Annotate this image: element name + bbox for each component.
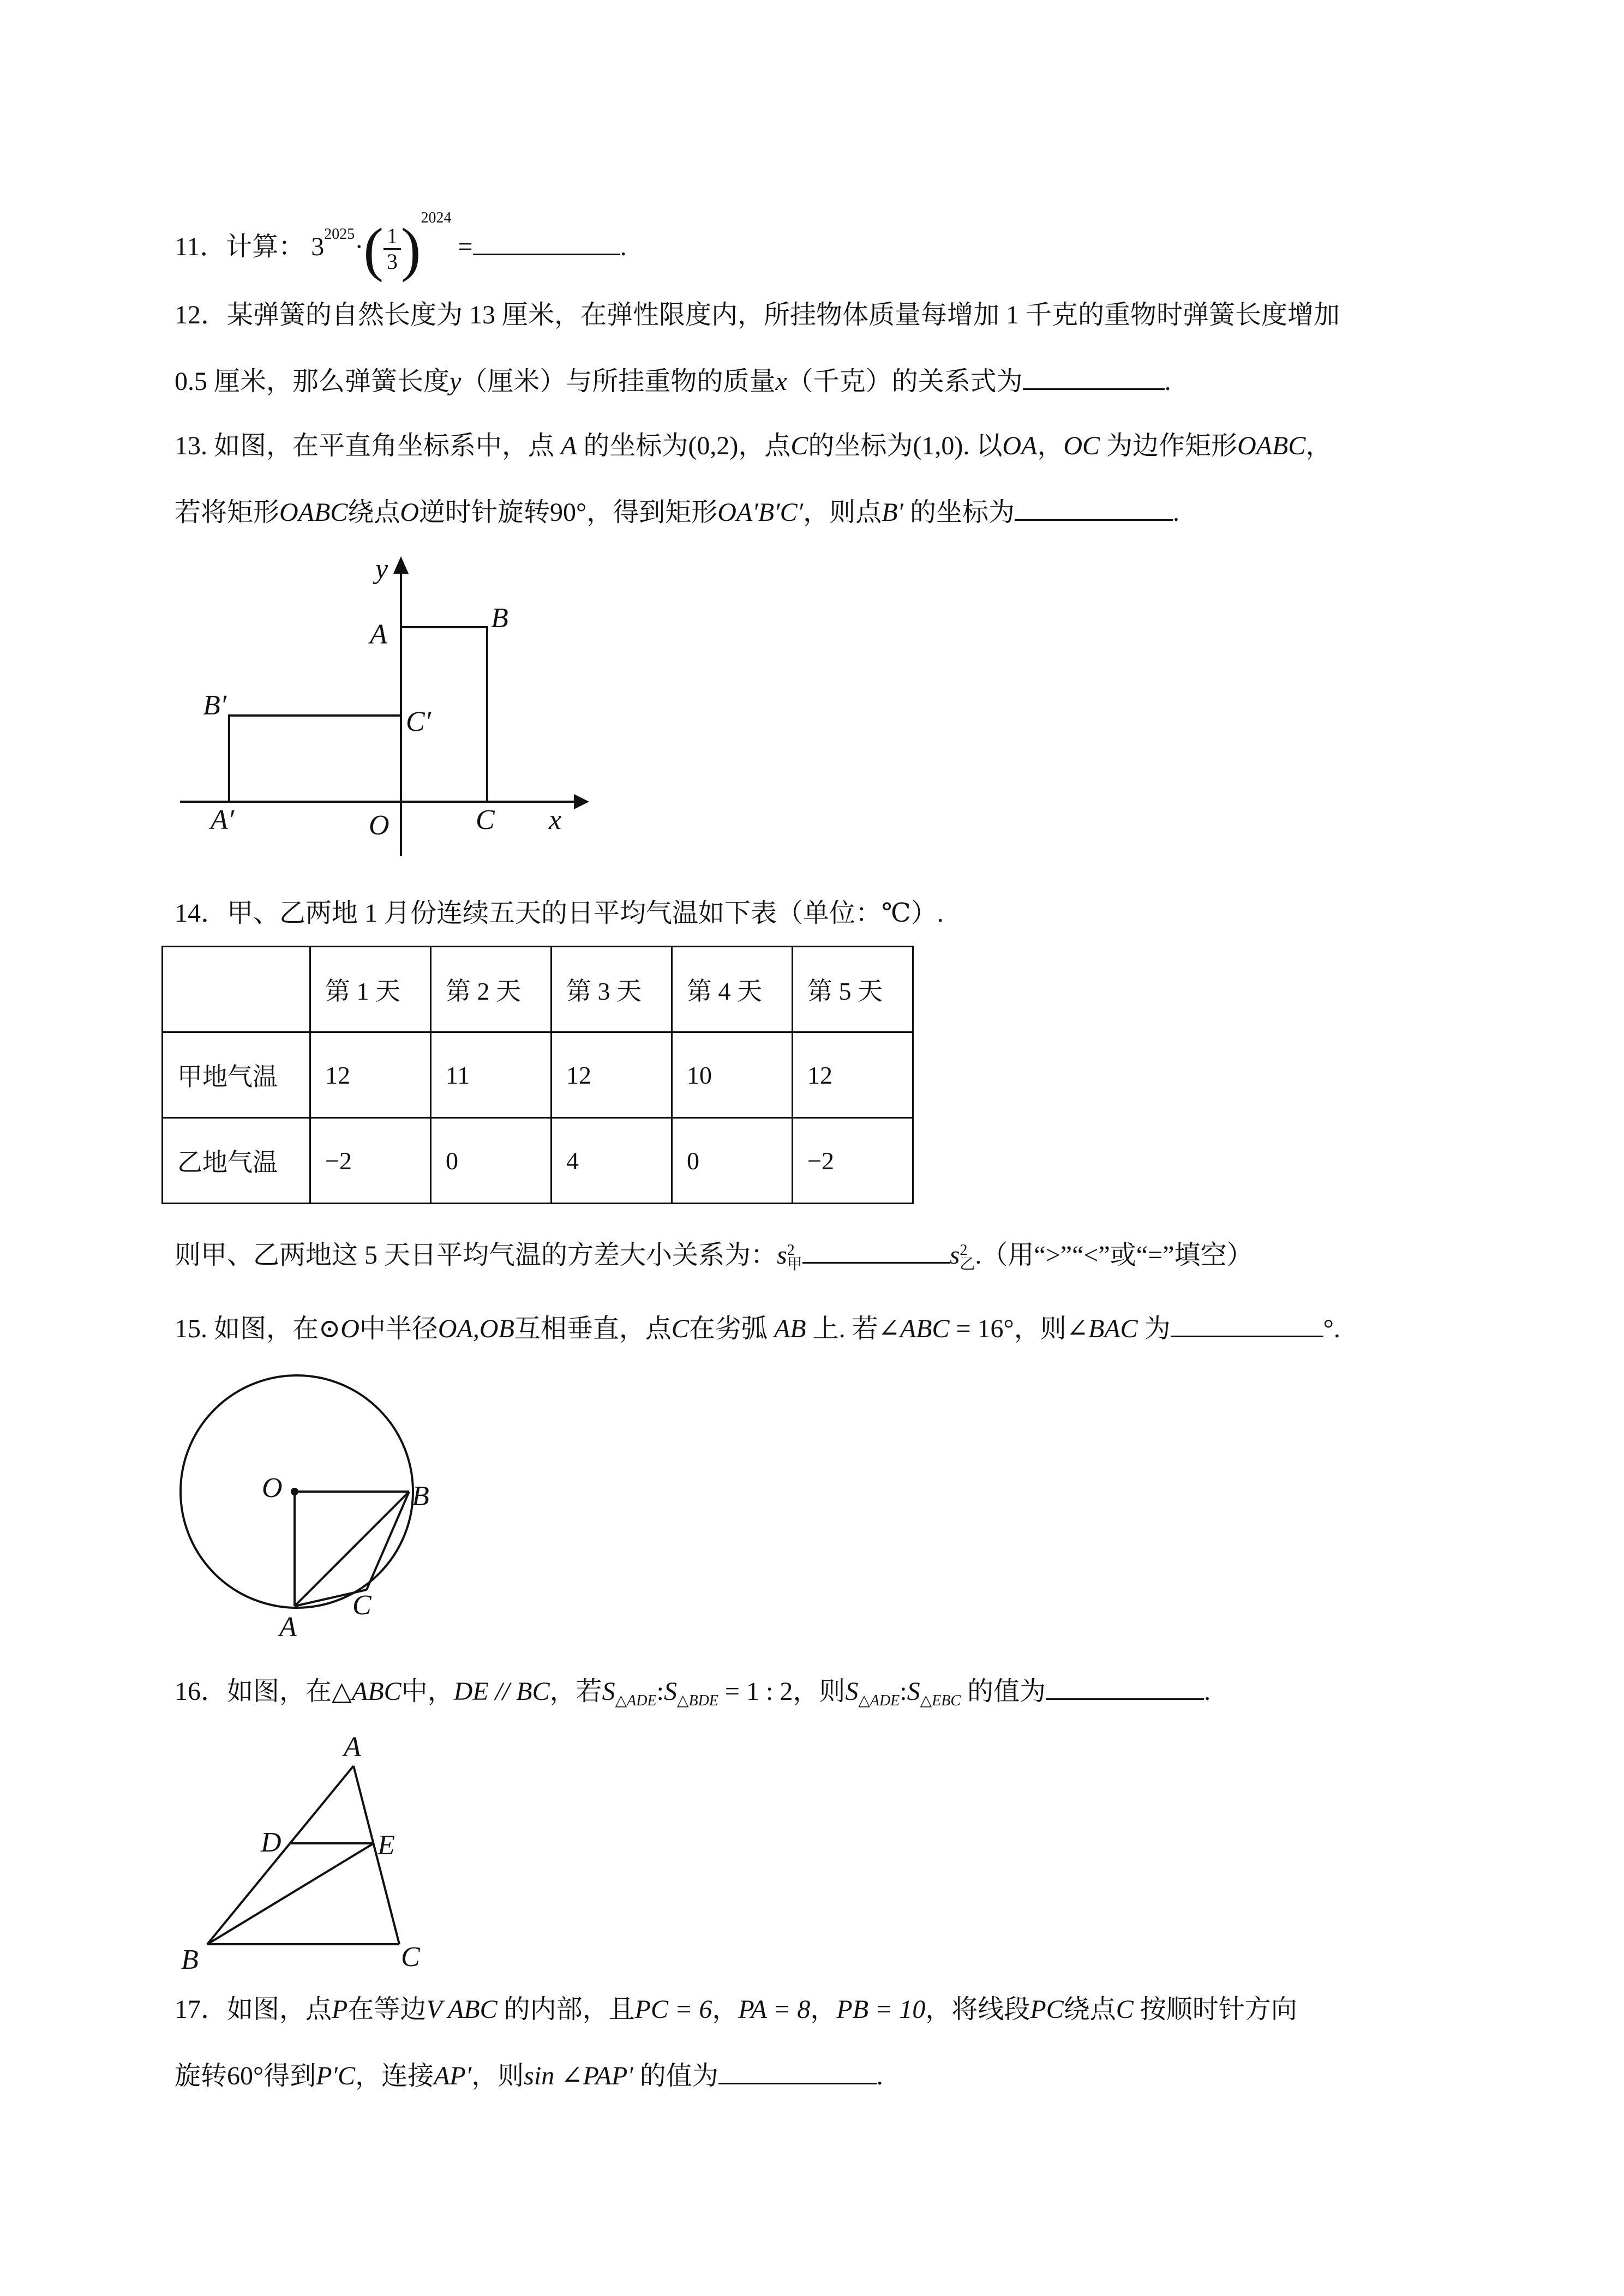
label-D: D [261, 1827, 281, 1858]
rectangle-OApBpCp [229, 716, 401, 802]
label-O: O [262, 1472, 283, 1504]
table-cell: −2 [793, 1118, 913, 1204]
exponent-2025: 2025 [324, 226, 355, 243]
table-cell: 0 [431, 1118, 552, 1204]
question-17-line-2: 旋转60°得到P′C，连接AP′，则sin ∠PAP′ 的值为 . [175, 2059, 883, 2093]
table-cell: 第 5 天 [793, 947, 913, 1032]
label-C: C [476, 804, 495, 836]
table-cell: 第 2 天 [431, 947, 552, 1032]
table-cell: 10 [672, 1032, 793, 1118]
label-C: C [401, 1942, 420, 1973]
label-Bp: B′ [203, 690, 227, 721]
table-cell: 乙地气温 [163, 1118, 310, 1204]
temperature-table [161, 946, 914, 1204]
table-cell: 12 [793, 1032, 913, 1118]
table-cell: 11 [431, 1032, 552, 1118]
table-cell: 12 [310, 1032, 431, 1118]
label-Cp: C′ [406, 706, 432, 737]
label-B: B [412, 1481, 429, 1512]
table-header-row [163, 947, 913, 1032]
label-E: E [377, 1830, 395, 1861]
label-A: A [344, 1734, 361, 1763]
table-cell: 12 [552, 1032, 672, 1118]
table-cell: 甲地气温 [163, 1032, 310, 1118]
table-row [163, 1118, 913, 1204]
question-13-line-2: 若将矩形OABC绕点O逆时针旋转90°，得到矩形OA′B′C′，则点B′ 的坐标为 . [175, 495, 1179, 529]
label-Ap: A′ [211, 804, 235, 836]
answer-blank-17[interactable] [718, 2059, 877, 2084]
triangle-figure [169, 1734, 453, 1974]
label-x: x [549, 804, 562, 836]
label-A: A [370, 619, 387, 650]
question-14-answer-line: 则甲、乙两地这 5 天日平均气温的方差大小关系为：s 2 甲 s 2 乙 .（用“>”“<”或“=”填空） [175, 1238, 1253, 1272]
question-14-intro: 14．甲、乙两地 1 月份连续五天的日平均气温如下表（单位：℃）. [175, 899, 944, 928]
label-O: O [369, 810, 389, 841]
circle-figure [164, 1374, 469, 1647]
table-cell: 第 4 天 [672, 947, 793, 1032]
fraction-one-third: $\frac{1}{3}$ [383, 224, 401, 274]
question-15: 15. 如图，在⊙O中半径OA,OB互相垂直，点C在劣弧 AB 上. 若∠ABC = 16°，则∠BAC 为 °. [175, 1312, 1340, 1345]
table-cell: 第 1 天 [310, 947, 431, 1032]
coordinate-rectangle-figure [164, 551, 600, 856]
table-cell: 0 [672, 1118, 793, 1204]
label-C: C [352, 1590, 371, 1621]
table-cell: −2 [310, 1118, 431, 1204]
table-row [163, 1032, 913, 1118]
table-cell: 第 3 天 [552, 947, 672, 1032]
center-point [291, 1488, 298, 1495]
table-cell [163, 947, 310, 1032]
answer-blank-11[interactable] [473, 230, 620, 255]
question-11: 11．计算： $3^{2025}\cdot$( $\frac{1}{3}$ )$^{2024}$ = . [175, 209, 627, 283]
label-A: A [279, 1612, 297, 1643]
question-17-line-1: 17．如图，点P在等边V ABC 的内部，且PC = 6，PA = 8，PB = 10，将线段PC绕点C 按顺时针方向 [175, 1995, 1297, 2024]
answer-blank-16[interactable] [1046, 1674, 1204, 1700]
question-12-line-2: 0.5 厘米，那么弹簧长度y（厘米）与所挂重物的质量x（千克）的关系式为 . [175, 364, 1171, 398]
table-cell: 4 [552, 1118, 672, 1204]
question-12-line-1: 12．某弹簧的自然长度为 13 厘米，在弹性限度内，所挂物体质量每增加 1 千克的重物时弹簧长度增加 [175, 300, 1340, 329]
label-y: y [375, 554, 388, 585]
question-13-line-1: 13. 如图，在平直角坐标系中，点 A 的坐标为(0,2)，点C的坐标为(1,0). 以OA，OC 为边作矩形OABC， [175, 431, 1332, 460]
answer-blank-15[interactable] [1171, 1312, 1323, 1337]
answer-blank-13[interactable] [1015, 495, 1173, 521]
chord-AB [295, 1492, 409, 1606]
label-B: B [491, 603, 508, 634]
exponent-2024: 2024 [421, 209, 452, 226]
answer-blank-14[interactable] [802, 1238, 950, 1264]
answer-blank-12[interactable] [1023, 364, 1165, 390]
question-16: 16．如图，在△ABC中，DE // BC，若$S_{\triangle ADE}:S_{\triangle BDE} = 1$ : 2，则$S_{\triangle ADE}:S_{\triangle EBC}$ 的值为 . [175, 1674, 1210, 1717]
segment-BE [207, 1843, 374, 1944]
label-B: B [181, 1944, 199, 1974]
power-base: 3 [311, 232, 325, 261]
